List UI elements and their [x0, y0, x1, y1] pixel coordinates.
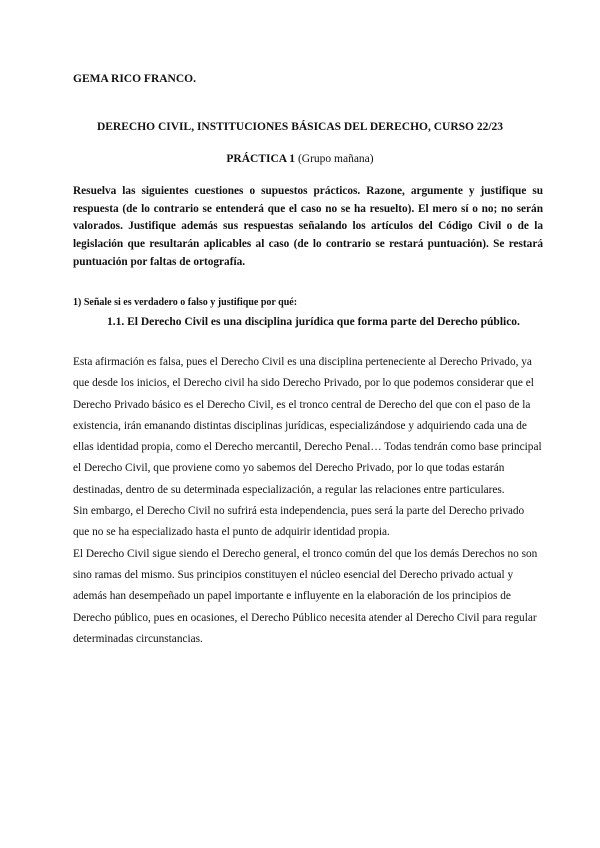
- author-name: GEMA RICO FRANCO.: [73, 73, 196, 85]
- answer-paragraph-2: Sin embargo, el Derecho Civil no sufrirá esta independencia, pues será la parte del Derecho privado que no se ha especializado hasta el punto de adquirir identidad propia.: [73, 505, 525, 539]
- answer-body: [73, 352, 543, 650]
- question-title: 1) Señale si es verdadero o falso y justifique por qué:: [73, 297, 298, 308]
- practice-label: PRÁCTICA 1: [226, 153, 296, 165]
- instructions-paragraph: Resuelva las siguientes cuestiones o supuestos prácticos. Razone, argumente y justifique su respuesta (de lo contrario se entenderá que el caso no se ha resuelto). El mero sí o no; no serán valorados. Justifique además sus respuestas señalando los artículos del Código Civil o de la legislación que resultarán aplicables al caso (de lo contrario se restará puntuación). Se restará puntuación por faltas de ortografía.: [73, 185, 543, 268]
- answer-paragraph-1: Esta afirmación es falsa, pues el Derecho Civil es una disciplina perteneciente al Derecho Privado, ya que desde los inicios, el Derecho civil ha sido Derecho Privado, por lo que podemos considerar que el Derecho Privado básico es el Derecho Civil, es el tronco central de Derecho del que con el paso de la existencia, irán emanando distintas disciplinas jurídicas, especializándose y adquiriendo cada una de ellas identidad propia, como el Derecho mercantil, Derecho Penal… Todas tendrán como base principal el Derecho Civil, que proviene como yo sabemos del Derecho Privado, por lo que todas estarán destinadas, dentro de su determinada especialización, a regular las relaciones entre particulares.: [73, 356, 542, 496]
- course-title: DERECHO CIVIL, INSTITUCIONES BÁSICAS DEL DERECHO, CURSO 22/23: [96, 121, 504, 133]
- practice-heading: [0, 153, 600, 165]
- answer-paragraph-3: El Derecho Civil sigue siendo el Derecho general, el tronco común del que los demás Derechos no son sino ramas del mismo. Sus principios constituyen el núcleo esencial del Derecho privado actual y además han desempeñado un papel importante e influyente en la elaboración de los principios de Derecho público, pues en ocasiones, el Derecho Público necesita atender al Derecho Civil para regular determinadas circunstancias.: [73, 547, 538, 645]
- practice-group: (Grupo mañana): [297, 153, 374, 165]
- subquestion-heading: 1.1. El Derecho Civil es una disciplina jurídica que forma parte del Derecho público.: [107, 316, 520, 328]
